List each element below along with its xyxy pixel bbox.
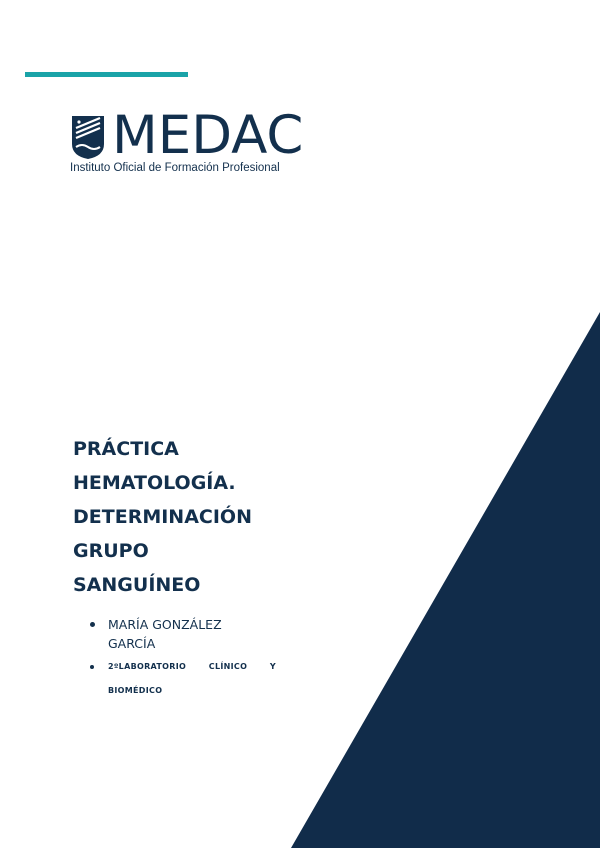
bullet-icon: [90, 622, 95, 627]
course-word: CLÍNICO: [208, 662, 248, 671]
bullet-icon: [90, 665, 94, 669]
document-title: [73, 432, 313, 602]
title-line: PRÁCTICA: [73, 438, 179, 460]
course-word: 2ºLABORATORIO: [108, 662, 187, 671]
title-line: GRUPO: [73, 540, 149, 562]
course-line-2: BIOMÉDICO: [108, 686, 163, 695]
author-item: [90, 615, 248, 653]
medac-logo: [70, 105, 320, 182]
title-line: DETERMINACIÓN: [73, 506, 252, 528]
logo-subtitle: Instituto Oficial de Formación Profesional: [70, 162, 280, 174]
author-name: MARÍA GONZÁLEZ GARCÍA: [108, 617, 222, 651]
course-word: Y: [269, 662, 276, 671]
title-line: HEMATOLOGÍA.: [73, 472, 236, 494]
shield-icon: [70, 114, 106, 160]
title-line: SANGUÍNEO: [73, 574, 201, 596]
info-list: [90, 615, 290, 703]
logo-wordmark: MEDAC: [112, 105, 304, 166]
course-line-1: [108, 655, 276, 679]
course-item: [90, 655, 290, 703]
